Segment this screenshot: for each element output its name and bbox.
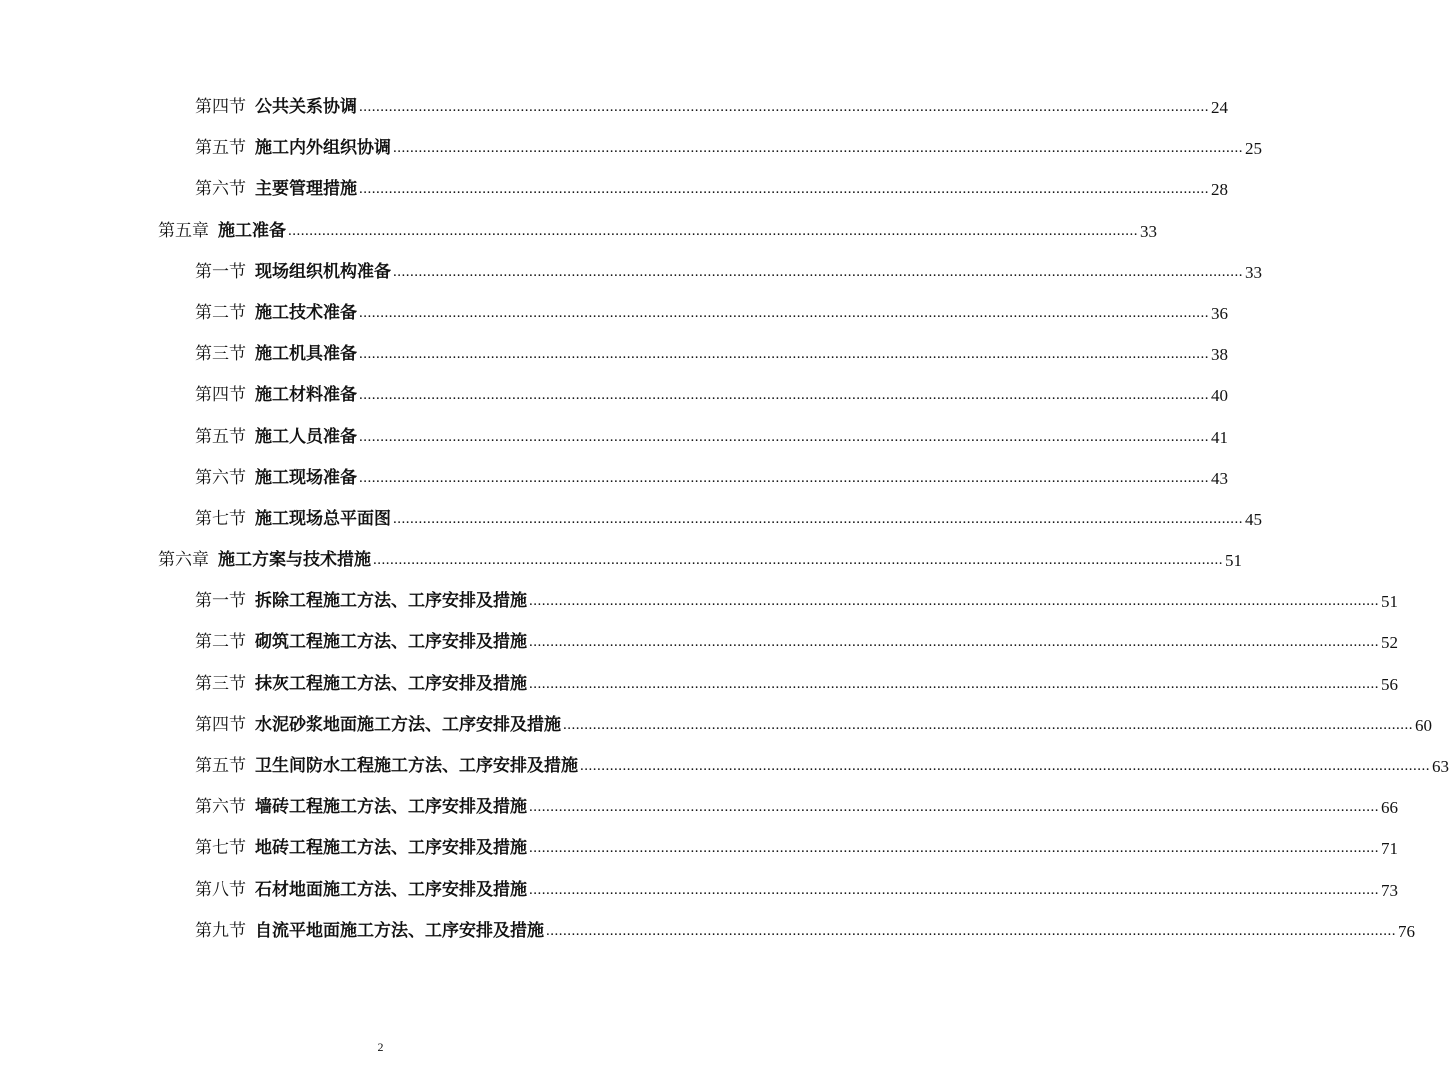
toc-leader-dots: ........................................................................................................................................................................................................ <box>359 181 1209 198</box>
toc-entry-page: 51 <box>1381 592 1398 612</box>
toc-leader-dots: ........................................................................................................................................................................................................ <box>359 99 1209 115</box>
toc-entry-title: 施工现场总平面图 <box>255 508 391 529</box>
toc-leader-dots: ........................................................................................................................................................................................................ <box>393 510 1243 527</box>
toc-entry-page: 60 <box>1415 715 1432 735</box>
toc-entry-number: 第六节 <box>195 179 246 200</box>
toc-entry-title: 砌筑工程施工方法、工序安排及措施 <box>255 632 527 653</box>
toc-entry-title: 施工材料准备 <box>255 385 357 406</box>
toc-entry-number: 第三节 <box>195 344 246 365</box>
toc-leader-dots: ........................................................................................................................................................................................................ <box>529 675 1379 692</box>
toc-entry-title: 主要管理措施 <box>255 179 357 200</box>
toc-entry[interactable] <box>0 828 1398 869</box>
toc-entry-number: 第六章 <box>158 550 209 571</box>
toc-entry-page: 38 <box>1211 345 1228 365</box>
toc-leader-dots: ........................................................................................................................................................................................................ <box>393 263 1243 280</box>
toc-leader-dots: ........................................................................................................................................................................................................ <box>359 387 1209 404</box>
toc-entry-page: 73 <box>1381 880 1398 900</box>
toc-entry[interactable] <box>0 911 1415 952</box>
toc-entry-page: 41 <box>1211 427 1228 447</box>
toc-entry-number: 第四节 <box>195 385 246 406</box>
toc-entry-title: 地砖工程施工方法、工序安排及措施 <box>255 838 527 859</box>
toc-entry-page: 25 <box>1245 139 1262 159</box>
toc-entry-title: 石材地面施工方法、工序安排及措施 <box>255 879 527 900</box>
toc-leader-dots: ........................................................................................................................................................................................................ <box>359 346 1209 363</box>
toc-entry-page: 45 <box>1245 509 1262 529</box>
toc-entry[interactable] <box>0 334 1228 375</box>
toc-entry[interactable] <box>0 458 1228 499</box>
toc-entry-number: 第六节 <box>195 467 246 488</box>
toc-entry-number: 第七节 <box>195 838 246 859</box>
toc-leader-dots: ........................................................................................................................................................................................................ <box>529 593 1379 610</box>
toc-leader-dots: ........................................................................................................................................................................................................ <box>393 140 1243 157</box>
toc-entry[interactable] <box>0 870 1398 911</box>
toc-entry-page: 24 <box>1211 98 1228 117</box>
toc-chapter-entry[interactable] <box>0 211 1157 252</box>
toc-entry-page: 43 <box>1211 468 1228 488</box>
toc-entry-number: 第八节 <box>195 879 246 900</box>
toc-entry-title: 施工机具准备 <box>255 344 357 365</box>
toc-chapter-entry[interactable] <box>0 540 1242 581</box>
toc-entry-number: 第三节 <box>195 673 246 694</box>
toc-leader-dots: ........................................................................................................................................................................................................ <box>529 634 1379 651</box>
toc-entry[interactable] <box>0 417 1228 458</box>
toc-entry-page: 76 <box>1398 921 1415 941</box>
toc-entry-number: 第九节 <box>195 920 246 941</box>
toc-entry-page: 36 <box>1211 303 1228 323</box>
toc-entry-number: 第一节 <box>195 261 246 282</box>
toc-entry-number: 第五节 <box>195 756 246 776</box>
toc-entry-number: 第四节 <box>195 714 246 735</box>
toc-entry-title: 拆除工程施工方法、工序安排及措施 <box>255 591 527 612</box>
toc-entry[interactable] <box>0 664 1398 705</box>
toc-leader-dots: ........................................................................................................................................................................................................ <box>546 922 1396 939</box>
toc-entry-page: 40 <box>1211 386 1228 406</box>
toc-entry[interactable] <box>0 169 1228 210</box>
toc-entry-title: 施工准备 <box>218 220 286 241</box>
toc-entry[interactable] <box>0 787 1398 828</box>
toc-entry-page: 51 <box>1225 551 1242 571</box>
toc-entry[interactable] <box>0 375 1228 416</box>
toc-entry-title: 施工内外组织协调 <box>255 138 391 159</box>
toc-entry[interactable] <box>0 252 1262 293</box>
toc-entry-page: 56 <box>1381 674 1398 694</box>
toc-entry-page: 33 <box>1245 262 1262 282</box>
toc-leader-dots: ........................................................................................................................................................................................................ <box>359 428 1209 445</box>
toc-entry-title: 自流平地面施工方法、工序安排及措施 <box>255 920 544 941</box>
toc-entry-title: 抹灰工程施工方法、工序安排及措施 <box>255 673 527 694</box>
toc-entry-title: 施工人员准备 <box>255 426 357 447</box>
toc-entry-title: 施工现场准备 <box>255 467 357 488</box>
toc-entry[interactable] <box>0 705 1432 746</box>
toc-entry-page: 33 <box>1140 221 1157 241</box>
toc-leader-dots: ........................................................................................................................................................................................................ <box>529 881 1379 898</box>
toc-leader-dots: ........................................................................................................................................................................................................ <box>288 222 1138 239</box>
toc-entry-title: 卫生间防水工程施工方法、工序安排及措施 <box>255 756 578 776</box>
toc-entry-number: 第五节 <box>195 426 246 447</box>
toc-entry[interactable] <box>0 746 1449 787</box>
toc-entry-title: 施工方案与技术措施 <box>218 550 371 571</box>
toc-entry-page: 66 <box>1381 798 1398 818</box>
toc-entry[interactable] <box>0 499 1262 540</box>
table-of-contents <box>0 87 1449 952</box>
toc-entry-page: 52 <box>1381 633 1398 653</box>
toc-leader-dots: ........................................................................................................................................................................................................ <box>529 840 1379 857</box>
toc-entry[interactable] <box>0 622 1398 663</box>
toc-entry[interactable] <box>0 87 1228 128</box>
toc-leader-dots: ........................................................................................................................................................................................................ <box>563 716 1413 733</box>
toc-entry-page: 63 <box>1432 757 1449 776</box>
toc-entry-number: 第五章 <box>158 220 209 241</box>
toc-entry-title: 施工技术准备 <box>255 302 357 323</box>
toc-entry-number: 第四节 <box>195 97 246 117</box>
toc-entry[interactable] <box>0 128 1262 169</box>
toc-entry-title: 现场组织机构准备 <box>255 261 391 282</box>
toc-entry-title: 墙砖工程施工方法、工序安排及措施 <box>255 797 527 818</box>
toc-leader-dots: ........................................................................................................................................................................................................ <box>359 304 1209 321</box>
toc-entry-number: 第六节 <box>195 797 246 818</box>
page-number: 2 <box>377 1040 384 1054</box>
toc-entry-number: 第一节 <box>195 591 246 612</box>
toc-entry[interactable] <box>0 293 1228 334</box>
toc-entry-title: 公共关系协调 <box>255 97 357 117</box>
toc-leader-dots: ........................................................................................................................................................................................................ <box>580 758 1430 774</box>
toc-entry-number: 第七节 <box>195 508 246 529</box>
toc-leader-dots: ........................................................................................................................................................................................................ <box>359 469 1209 486</box>
toc-entry-page: 28 <box>1211 180 1228 200</box>
toc-entry-title: 水泥砂浆地面施工方法、工序安排及措施 <box>255 714 561 735</box>
toc-entry-number: 第五节 <box>195 138 246 159</box>
toc-entry-page: 71 <box>1381 839 1398 859</box>
toc-leader-dots: ........................................................................................................................................................................................................ <box>529 799 1379 816</box>
toc-leader-dots: ........................................................................................................................................................................................................ <box>373 552 1223 569</box>
toc-entry-number: 第二节 <box>195 302 246 323</box>
toc-entry-number: 第二节 <box>195 632 246 653</box>
toc-entry[interactable] <box>0 581 1398 622</box>
